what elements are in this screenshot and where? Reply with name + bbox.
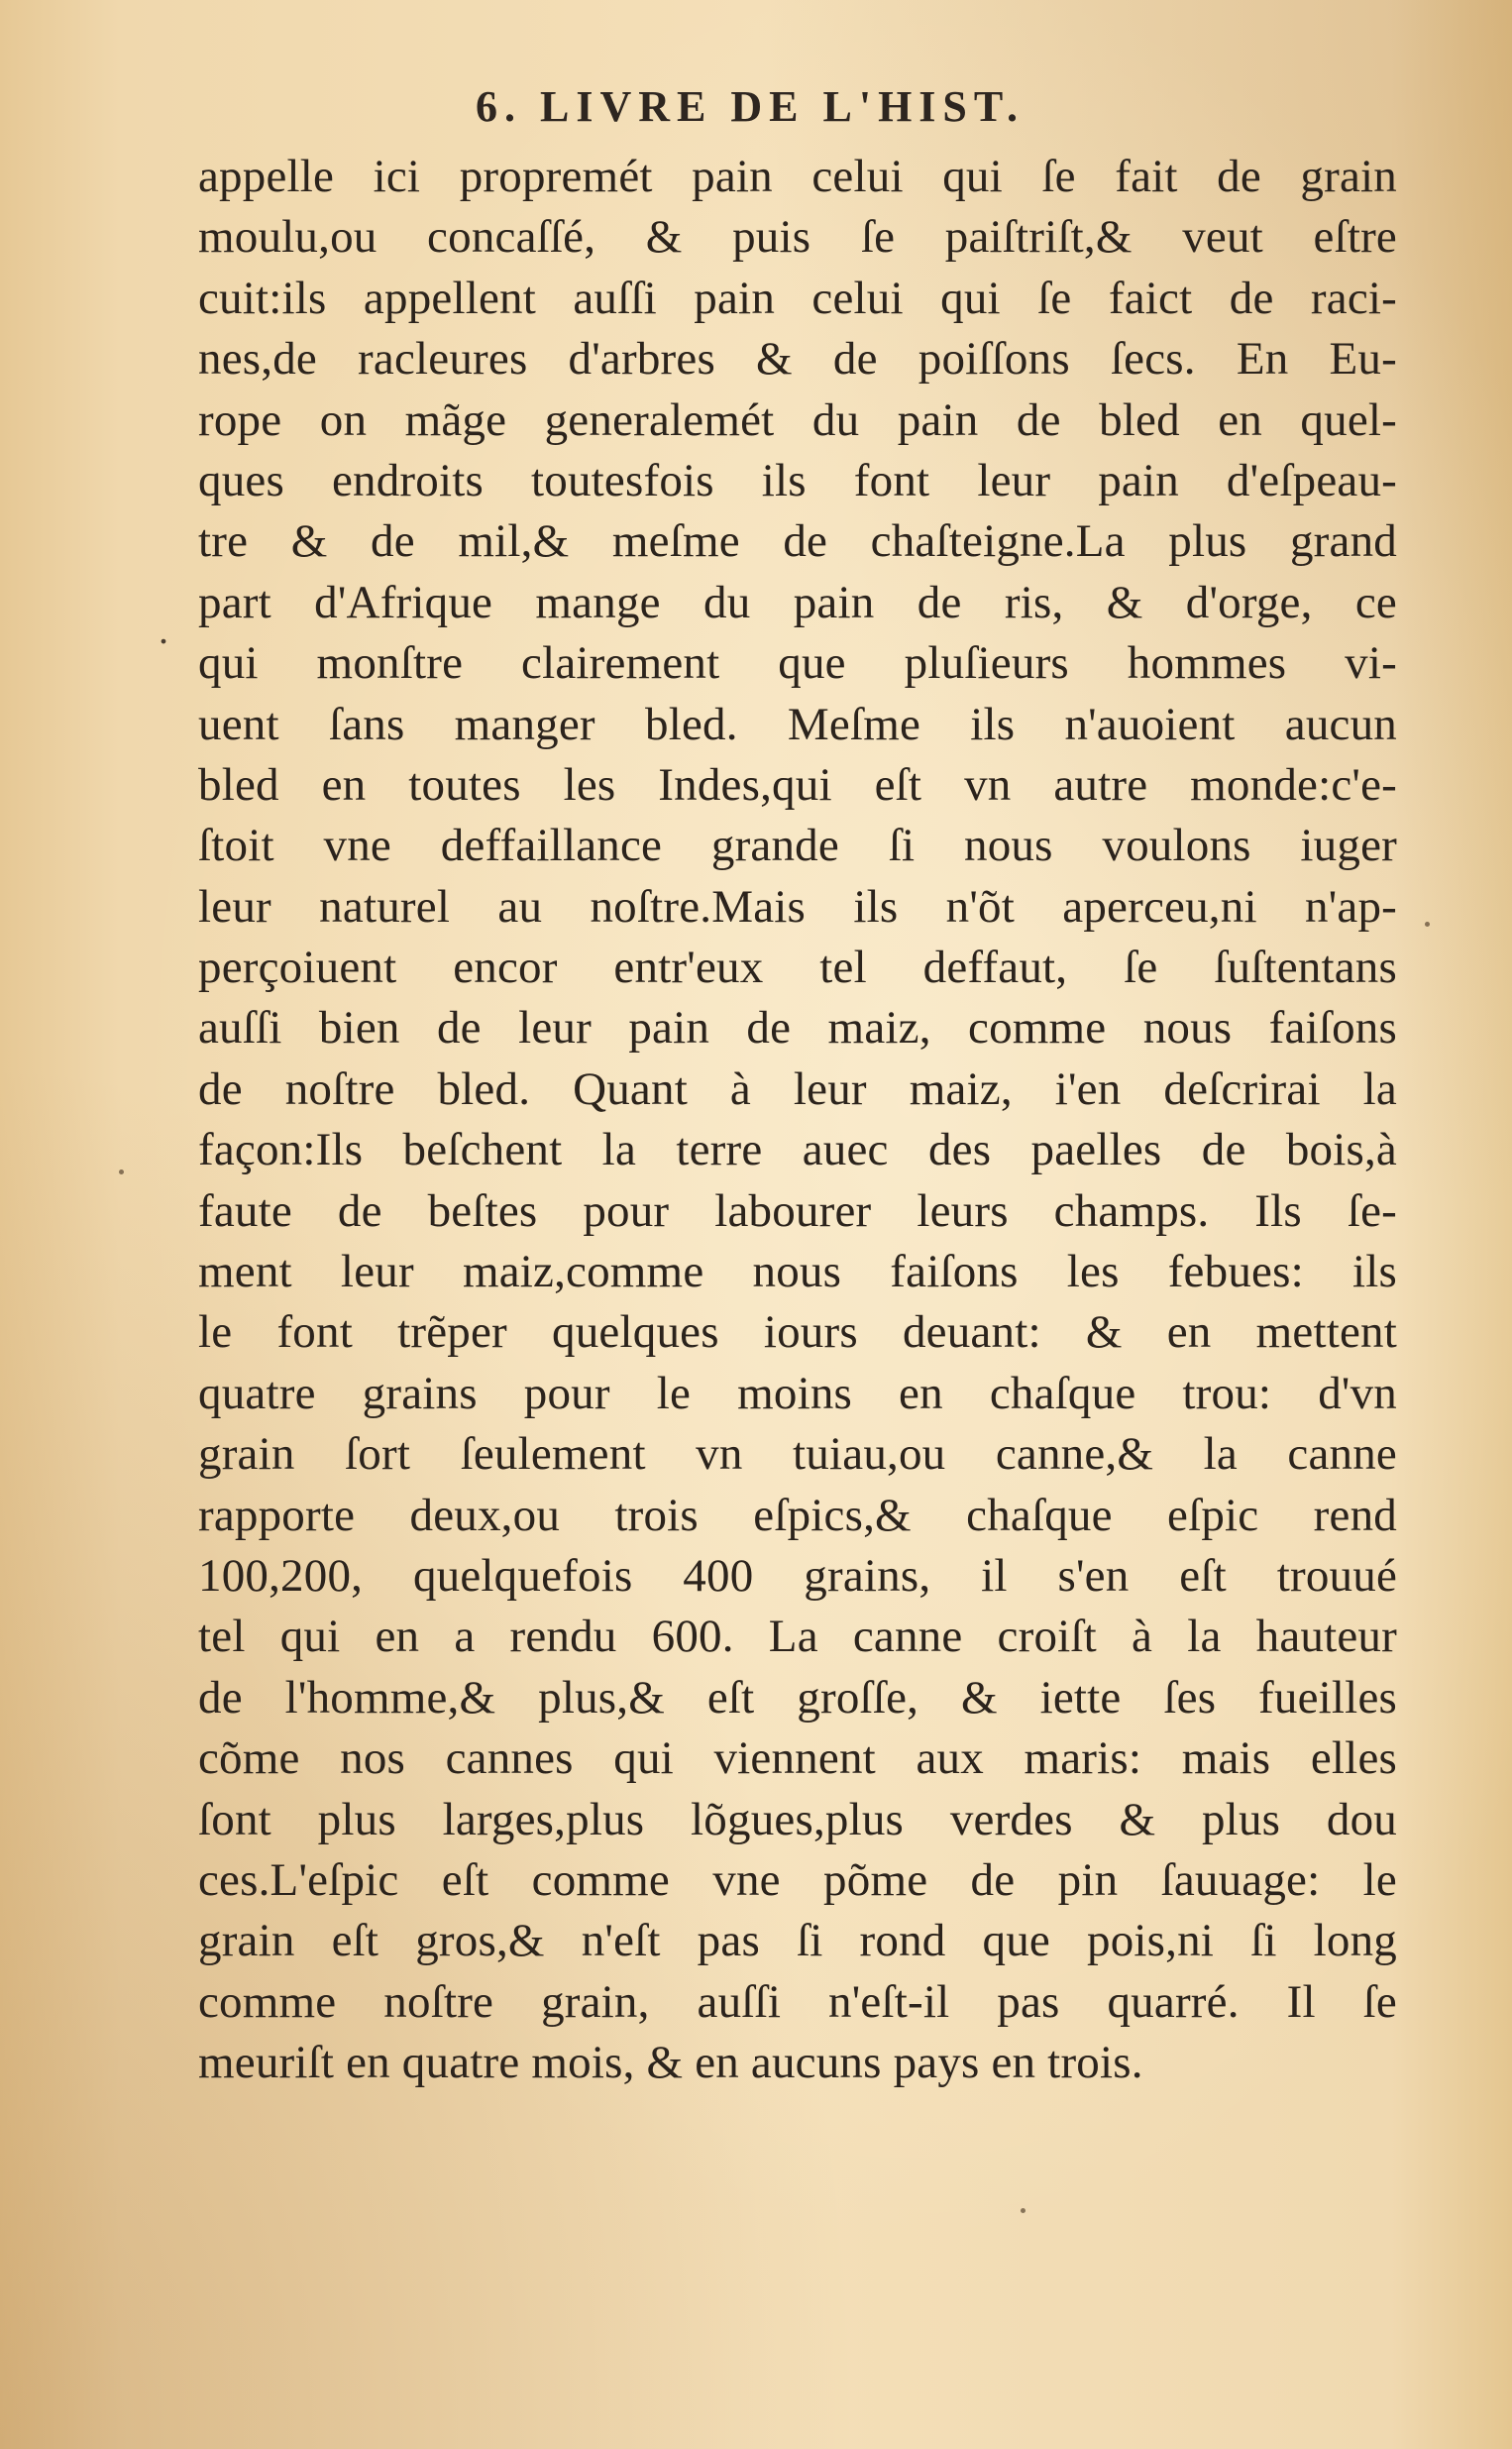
text-line: part d'Afrique mange du pain de ris, & d'orge, ce (198, 576, 1397, 628)
text-line: appelle ici propremét pain celui qui ſe fait de grain (198, 151, 1397, 202)
text-line: bled en toutes les Indes,qui eſt vn autre monde:c'e- (198, 758, 1397, 811)
text-line: le font trẽper quelques iours deuant: & en mettent (198, 1306, 1397, 1359)
text-line: ſont plus larges,plus lõgues,plus verdes & plus dou (198, 1793, 1397, 1845)
text-line: grain ſort ſeulement vn tuiau,ou canne,& la canne (198, 1428, 1397, 1481)
text-line: rope on mãge generalemét du pain de bled en quel- (198, 393, 1397, 446)
text-line: grain eſt gros,& n'eſt pas ſi rond que pois,ni ſi long (198, 1915, 1397, 1967)
text-line: qui monſtre clairement que pluſieurs hommes vi- (198, 637, 1397, 690)
text-line: moulu,ou concaſſé, & puis ſe paiſtriſt,& veut eſtre (198, 211, 1397, 264)
text-line: de l'homme,& plus,& eſt groſſe, & iette ſes fueilles (198, 1671, 1397, 1724)
text-line: cuit:ils appellent auſſi pain celui qui ſe faict de raci- (198, 272, 1397, 324)
text-line: ſtoit vne deffaillance grande ſi nous voulons iuger (198, 820, 1397, 872)
paper-speck (1425, 922, 1430, 927)
text-line: meuriſt en quatre mois, & en aucuns pays en trois. (198, 2037, 1143, 2089)
text-line: perçoiuent encor entr'eux tel deffaut, ſe ſuſtentans (198, 942, 1397, 994)
body-text (198, 147, 1397, 2094)
text-line: ces.L'eſpic eſt comme vne põme de pin ſauuage: le (198, 1853, 1397, 1906)
text-line: 100,200, quelquefois 400 grains, il s'en eſt trouué (198, 1549, 1397, 1602)
text-line: ment leur maiz,comme nous faiſons les febues: ils (198, 1246, 1397, 1298)
text-line: comme noſtre grain, auſſi n'eſt-il pas quarré. Il ſe (198, 1975, 1397, 2028)
text-line: auſſi bien de leur pain de maiz, comme nous faiſons (198, 1002, 1397, 1055)
text-line: ques endroits toutesfois ils font leur pain d'eſpeau- (198, 454, 1397, 506)
text-line: uent ſans manger bled. Meſme ils n'auoient aucun (198, 698, 1397, 750)
text-line: rapporte deux,ou trois eſpics,& chaſque eſpic rend (198, 1489, 1397, 1541)
text-line: quatre grains pour le moins en chaſque trou: d'vn (198, 1367, 1397, 1419)
text-line: façon:Ils beſchent la terre auec des paelles de bois,à (198, 1124, 1397, 1176)
running-head: 6. LIVRE DE L'HIST. (476, 82, 1025, 131)
text-line: nes,de racleures d'arbres & de poiſſons ſecs. En Eu- (198, 333, 1397, 386)
text-line: tre & de mil,& meſme de chaſteigne.La plus grand (198, 515, 1397, 568)
margin-mark: . (159, 608, 168, 652)
text-line: de noſtre bled. Quant à leur maiz, i'en deſcrirai la (198, 1062, 1397, 1115)
text-line: cõme nos cannes qui viennent aux maris: mais elles (198, 1732, 1397, 1785)
paper-speck (119, 1169, 124, 1174)
paper-speck (1021, 2208, 1026, 2213)
text-line: leur naturel au noſtre.Mais ils n'õt aperceu,ni n'ap- (198, 880, 1397, 933)
text-line: faute de beſtes pour labourer leurs champs. Ils ſe- (198, 1184, 1397, 1237)
text-line: tel qui en a rendu 600. La canne croiſt à la hauteur (198, 1611, 1397, 1663)
